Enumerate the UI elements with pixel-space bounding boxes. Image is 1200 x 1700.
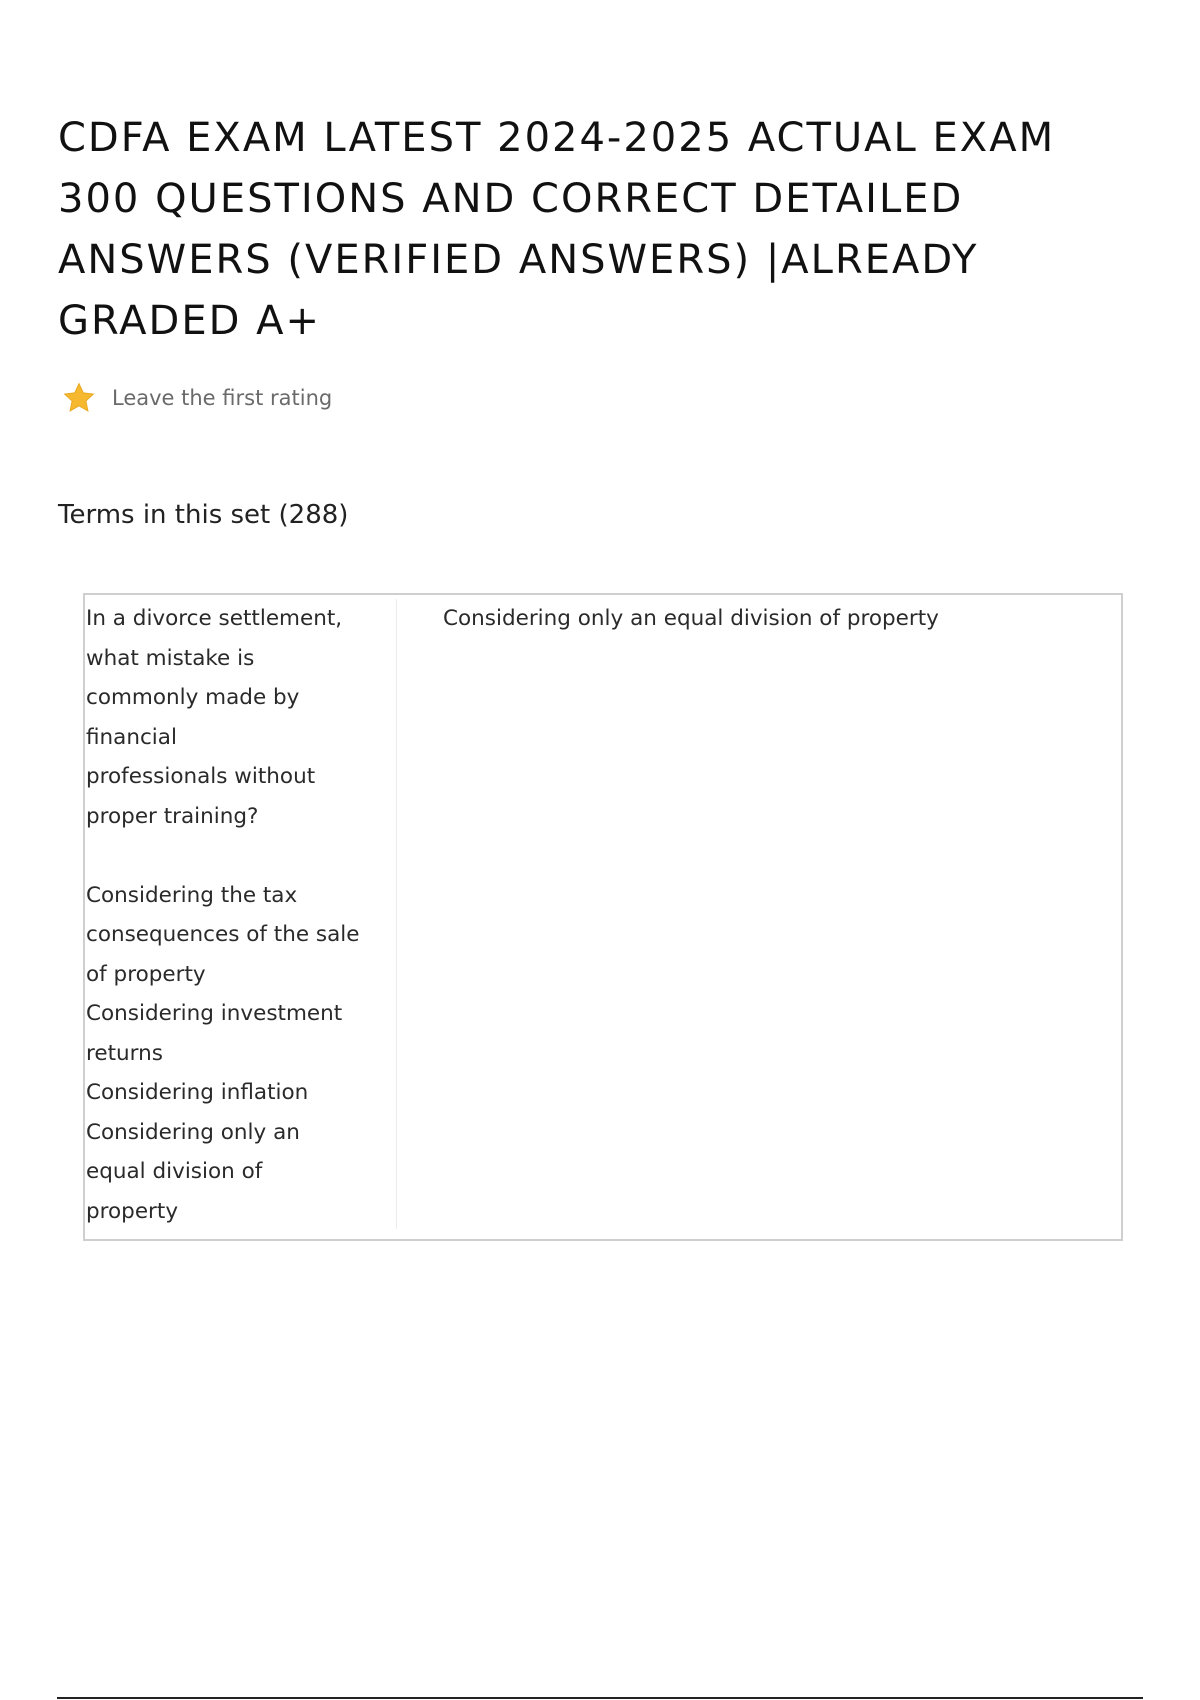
definition-cell: Considering only an equal division of property — [443, 606, 939, 631]
flashcard-table — [83, 593, 1123, 1241]
term-cell — [85, 599, 397, 1229]
term-line: Considering investment — [86, 1001, 343, 1026]
rating-label[interactable]: Leave the first rating — [112, 386, 333, 410]
footer-divider — [57, 1697, 1143, 1699]
term-line: In a divorce settlement, — [86, 606, 343, 631]
rating-row[interactable] — [62, 380, 332, 416]
term-line: of property — [86, 961, 206, 987]
term-line: proper training? — [86, 803, 259, 829]
term-line: Considering inflation — [86, 1080, 309, 1105]
term-line: equal division of — [86, 1159, 263, 1184]
term-line: property — [86, 1198, 179, 1224]
term-line: what mistake is — [86, 645, 255, 671]
term-line: commonly made by — [86, 685, 300, 710]
term-spacer — [86, 836, 396, 876]
term-line: financial — [86, 724, 177, 750]
term-line: professionals without — [86, 764, 316, 789]
term-line: Considering only an — [86, 1119, 300, 1145]
star-icon[interactable] — [62, 381, 96, 415]
terms-count-heading: Terms in this set (288) — [58, 500, 349, 530]
term-line: returns — [86, 1040, 163, 1066]
term-line: Considering the tax — [86, 882, 298, 908]
document-title: CDFA EXAM LATEST 2024-2025 ACTUAL EXAM 300 QUESTIONS AND CORRECT DETAILED ANSWERS (VERIFIED ANSWERS) |ALREADY GRADED A+ — [58, 115, 1056, 344]
term-line: consequences of the sale — [86, 922, 360, 947]
